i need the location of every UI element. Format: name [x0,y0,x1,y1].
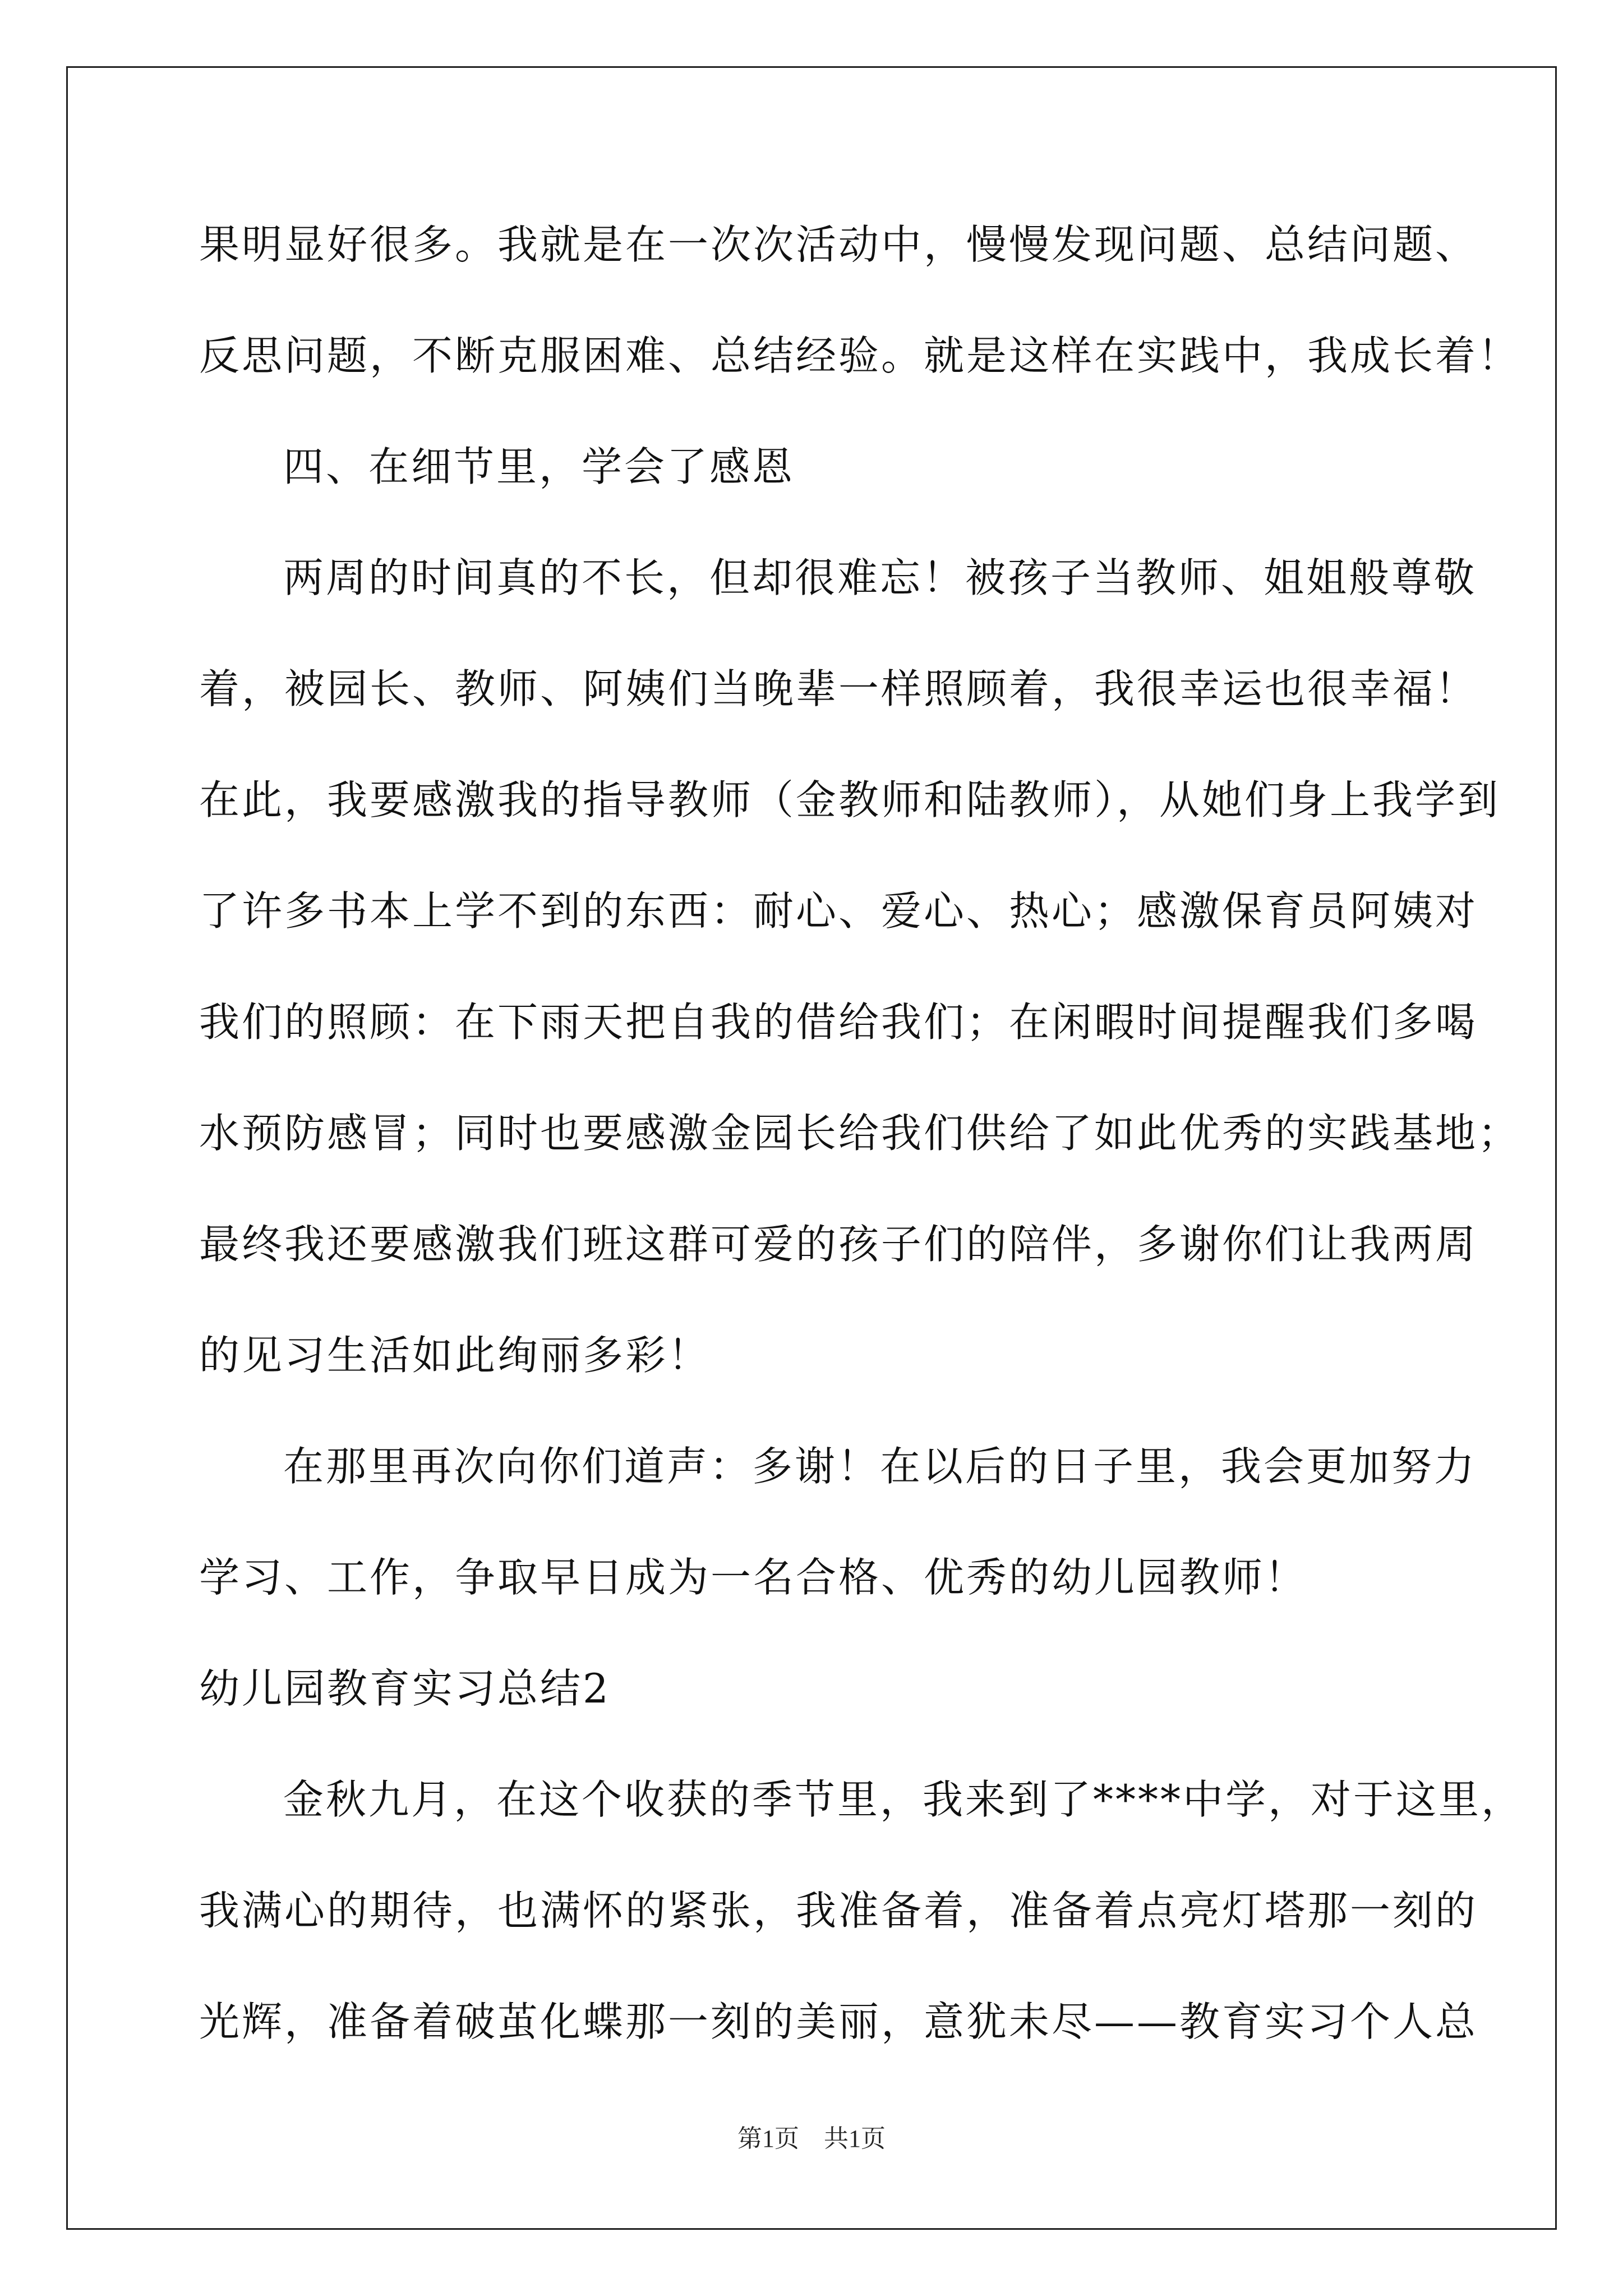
text-line: 金秋九月，在这个收获的季节里，我来到了****中学，对于这里， [283,1776,1524,1823]
text-line: 反思问题，不断克服困难、总结经验。就是这样在实践中，我成长着！ [199,332,1521,379]
section-title: 幼儿园教育实习总结2 [199,1665,611,1712]
page-footer [0,2118,1623,2154]
text-line: 光辉，准备着破茧化蝶那一刻的美丽，意犹未尽——教育实习个人总 [199,1998,1478,2045]
text-line: 我满心的期待，也满怀的紧张，我准备着，准备着点亮灯塔那一刻的 [199,1887,1478,1934]
text-line: 的见习生活如此绚丽多彩！ [199,1332,711,1379]
text-line: 最终我还要感激我们班这群可爱的孩子们的陪伴，多谢你们让我两周 [199,1221,1478,1268]
text-line: 两周的时间真的不长，但却很难忘！被孩子当教师、姐姐般尊敬 [283,554,1477,601]
text-line: 水预防感冒；同时也要感激金园长给我们供给了如此优秀的实践基地； [199,1110,1521,1157]
text-line: 在此，我要感激我的指导教师（金教师和陆教师），从她们身上我学到 [199,776,1501,823]
text-line: 了许多书本上学不到的东西：耐心、爱心、热心；感激保育员阿姨对 [199,887,1478,935]
text-line: 学习、工作，争取早日成为一名合格、优秀的幼儿园教师！ [199,1554,1308,1601]
page-number: 第1页 [737,2125,799,2152]
text-line: 我们的照顾：在下雨天把自我的借给我们；在闲暇时间提醒我们多喝 [199,999,1478,1046]
text-line: 果明显好很多。我就是在一次次活动中，慢慢发现问题、总结问题、 [199,221,1478,268]
page-total: 共1页 [824,2125,886,2152]
text-line: 着，被园长、教师、阿姨们当晚辈一样照顾着，我很幸运也很幸福！ [199,665,1478,712]
document-body [199,205,1524,2093]
text-line: 在那里再次向你们道声：多谢！在以后的日子里，我会更加努力 [283,1443,1477,1490]
section-heading: 四、在细节里，学会了感恩 [283,443,795,490]
